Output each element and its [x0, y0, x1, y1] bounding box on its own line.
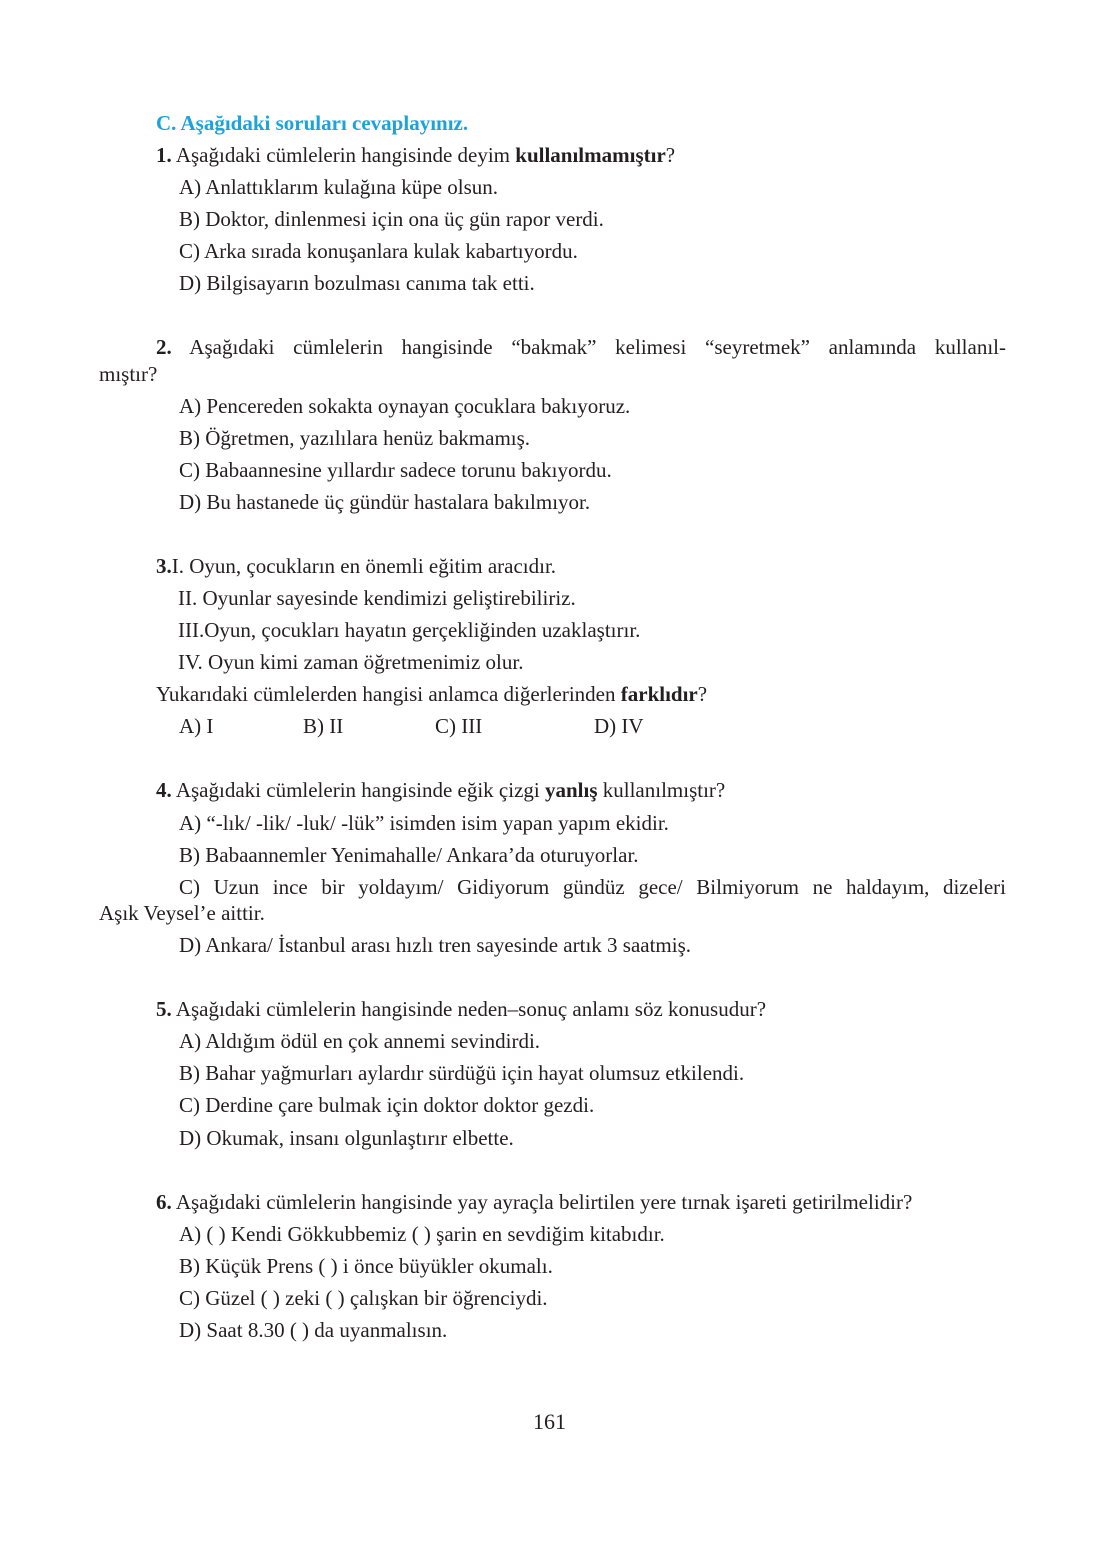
option: B) Öğretmen, yazılılara henüz bakmamış. — [179, 426, 531, 450]
option: A) Aldığım ödül en çok annemi sevindirdi. — [179, 1029, 541, 1053]
option: A) “-lık/ -lik/ -luk/ -lük” isimden isim yapan yapım ekidir. — [179, 811, 669, 835]
stem-emphasis: farklıdır — [620, 682, 698, 706]
option: B) Babaannemler Yenimahalle/ Ankara’da oturuyorlar. — [179, 843, 639, 867]
stem-text: kullanılmıştır? — [597, 778, 726, 802]
question-3-stem — [156, 682, 707, 706]
option: D) Saat 8.30 ( ) da uyanmalısın. — [179, 1318, 448, 1342]
option: C) Derdine çare bulmak için doktor doktor gezdi. — [179, 1093, 595, 1117]
question-number: 5. — [156, 997, 172, 1021]
stem-text: Yukarıdaki cümlelerden hangisi anlamca diğerlerinden — [156, 682, 621, 706]
option: C) Babaannesine yıllardır sadece torunu bakıyordu. — [179, 458, 612, 482]
stem-text: Aşağıdaki cümlelerin hangisinde eğik çizgi — [175, 778, 545, 802]
section-title: C. Aşağıdaki soruları cevaplayınız. — [156, 111, 469, 135]
statement: IV. Oyun kimi zaman öğretmenimiz olur. — [178, 650, 524, 674]
statement-text: I. Oyun, çocukların en önemli eğitim aracıdır. — [171, 554, 557, 578]
option: B) Bahar yağmurları aylardır sürdüğü için hayat olumsuz etkilendi. — [179, 1061, 745, 1085]
stem-text: Aşağıdaki cümlelerin hangisinde neden–sonuç anlamı söz konusudur? — [175, 997, 767, 1021]
option: C) III — [435, 714, 483, 738]
stem-text: ? — [665, 143, 676, 167]
option: C) Arka sırada konuşanlara kulak kabartıyordu. — [179, 239, 578, 263]
stem-emphasis: kullanılmamıştır — [515, 143, 666, 167]
question-1-stem — [156, 143, 675, 167]
stem-text: Aşağıdaki cümlelerin hangisinde deyim — [175, 143, 516, 167]
option: A) Anlattıklarım kulağına küpe olsun. — [179, 175, 499, 199]
question-6-stem — [156, 1190, 912, 1214]
option: C) Güzel ( ) zeki ( ) çalışkan bir öğrenciydi. — [179, 1286, 548, 1310]
page-number: 161 — [533, 1409, 566, 1434]
option: B) Küçük Prens ( ) i önce büyükler okumalı. — [179, 1254, 553, 1278]
stem-text: Aşağıdaki cümlelerin hangisinde “bakmak” kelimesi “seyretmek” anlamında kullanıl- — [189, 335, 1006, 359]
question-3-statement — [156, 554, 556, 578]
option: C) Uzun ince bir yoldayım/ Gidiyorum gündüz gece/ Bilmiyorum ne haldayım, dizeleri — [179, 875, 1006, 899]
question-4-stem — [156, 778, 725, 802]
option: B) Doktor, dinlenmesi için ona üç gün rapor verdi. — [179, 207, 604, 231]
statement: II. Oyunlar sayesinde kendimizi geliştirebiliriz. — [178, 586, 576, 610]
question-number: 1. — [156, 143, 172, 167]
stem-text: ? — [697, 682, 708, 706]
option: D) Bilgisayarın bozulması canıma tak etti. — [179, 271, 535, 295]
option-continuation: Aşık Veysel’e aittir. — [99, 901, 265, 925]
option: B) II — [303, 714, 344, 738]
question-number: 2. — [156, 335, 172, 359]
question-number: 6. — [156, 1190, 172, 1214]
option: D) Bu hastanede üç gündür hastalara bakılmıyor. — [179, 490, 591, 514]
question-5-stem — [156, 997, 766, 1021]
statement: III.Oyun, çocukları hayatın gerçekliğinden uzaklaştırır. — [178, 618, 641, 642]
option: D) Okumak, insanı olgunlaştırır elbette. — [179, 1126, 514, 1150]
stem-text: Aşağıdaki cümlelerin hangisinde yay ayraçla belirtilen yere tırnak işareti getirilmelidir? — [175, 1190, 913, 1214]
option: A) Pencereden sokakta oynayan çocuklara bakıyoruz. — [179, 394, 631, 418]
question-2-stem-continuation: mıştır? — [99, 362, 158, 386]
stem-emphasis: yanlış — [544, 778, 598, 802]
option: D) IV — [594, 714, 644, 738]
option: A) ( ) Kendi Gökkubbemiz ( ) şarin en sevdiğim kitabıdır. — [179, 1222, 665, 1246]
question-number: 4. — [156, 778, 172, 802]
question-number: 3. — [156, 554, 172, 578]
question-2-stem — [156, 335, 1006, 359]
option: D) Ankara/ İstanbul arası hızlı tren sayesinde artık 3 saatmiş. — [179, 933, 692, 957]
option: A) I — [179, 714, 214, 738]
